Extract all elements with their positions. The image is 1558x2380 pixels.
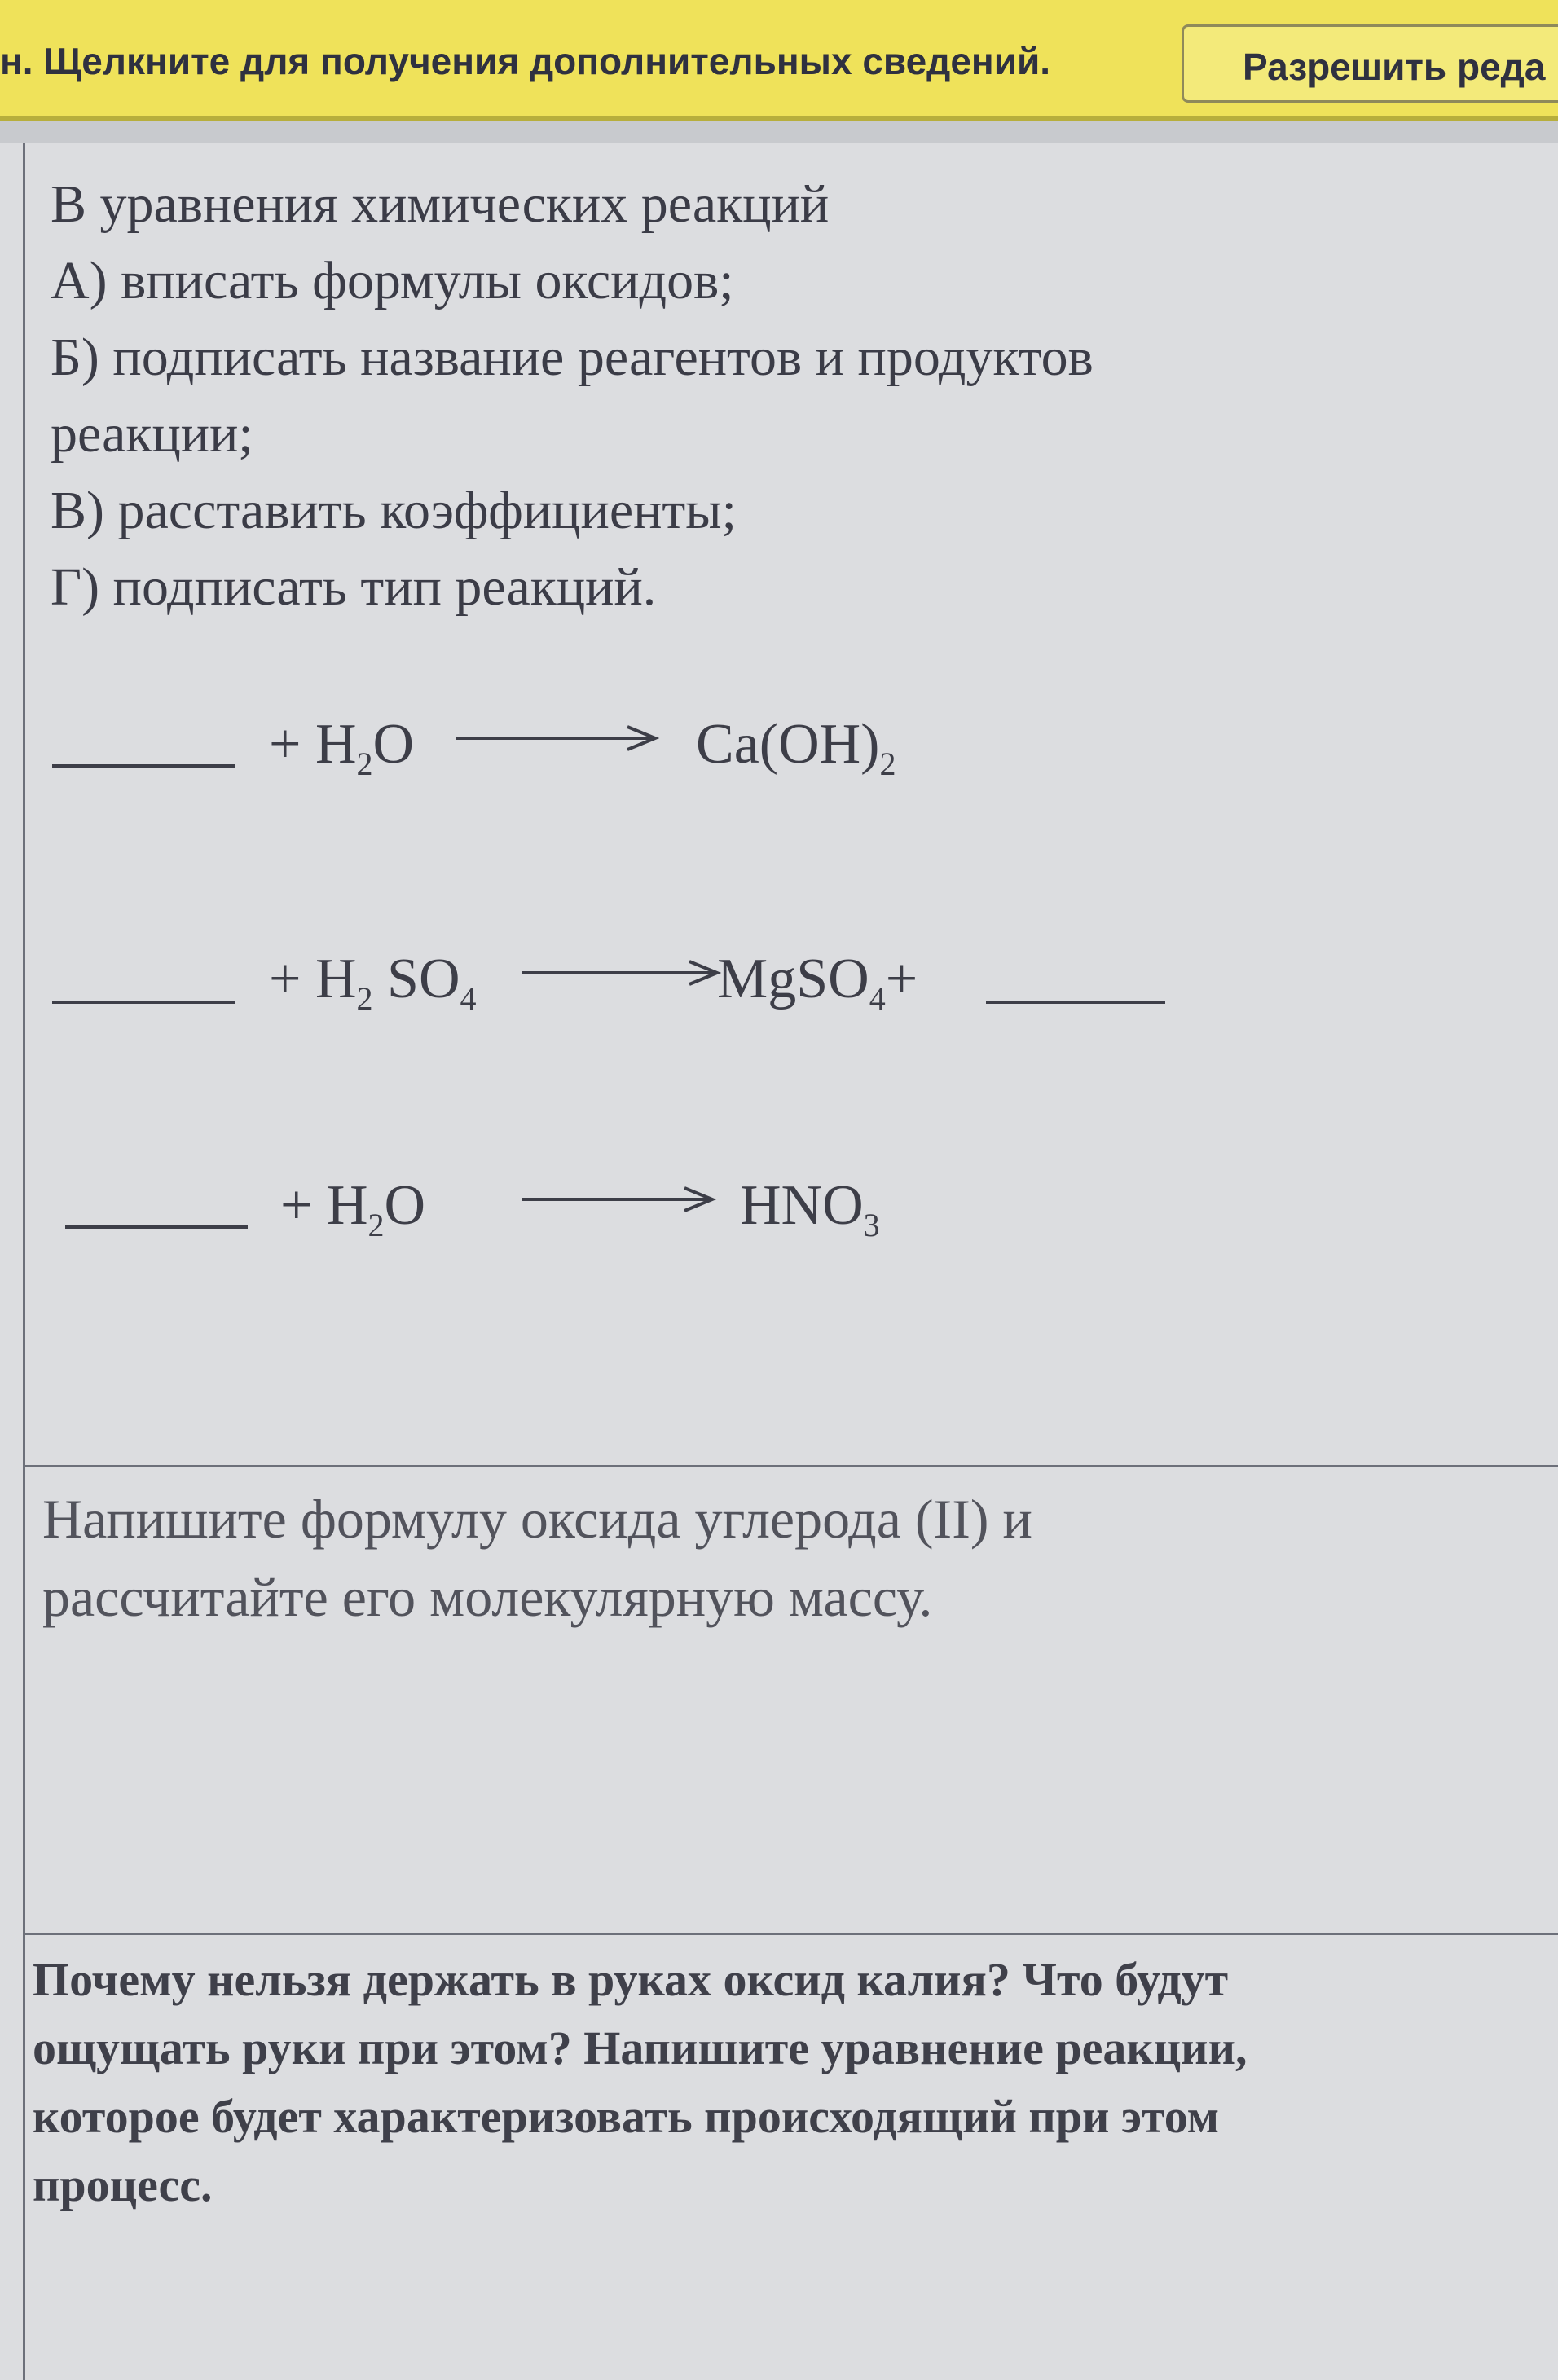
equation-2-product: MgSO$_4$+: [717, 948, 918, 1017]
table-left-border: [23, 143, 25, 2380]
equation-3-product: $HNO_3$: [740, 1174, 880, 1243]
answer-blank: [65, 1225, 248, 1229]
enable-editing-button[interactable]: Разрешить реда: [1182, 24, 1558, 103]
answer-blank: [52, 764, 235, 768]
task1-item-b: Б) подписать название реагентов и продуктов реакции;: [51, 328, 1094, 464]
message-bar: [0, 0, 1558, 121]
task1-item-g: Г) подписать тип реакций.: [51, 557, 657, 617]
task1-heading: В уравнения химических реакций: [51, 174, 830, 234]
answer-blank: [52, 1001, 235, 1004]
reaction-arrow-icon: [522, 957, 725, 989]
table-row-divider: [23, 1933, 1558, 1935]
task1-item-a: А) вписать формулы оксидов;: [51, 251, 734, 310]
equation-1-product: $Ca(OH)_2$: [696, 713, 896, 782]
task3-text: Почему нельзя держать в руках оксид калия? Что будут ощущать руки при этом? Напишите уравнение реакции, которое будет характеризовать происходящий при этом процесс.: [33, 1953, 1248, 2211]
equation-1-reagent: + $H_2O$: [269, 713, 415, 782]
document-page: [0, 143, 1558, 2380]
ruler-strip: [0, 121, 1558, 146]
task1-item-v: В) расставить коэффициенты;: [51, 481, 737, 540]
message-bar-text[interactable]: н. Щелкните для получения дополнительных сведений.: [0, 40, 1051, 82]
reaction-arrow-icon: [522, 1183, 725, 1216]
table-row-divider: [23, 1465, 1558, 1467]
equation-2-reagent: + $H_2$ $SO_4$: [269, 948, 477, 1017]
task2-text: Напишите формулу оксида углерода (II) и рассчитайте его молекулярную массу.: [42, 1488, 1032, 1628]
reaction-arrow-icon: [456, 722, 660, 754]
answer-blank: [986, 1001, 1165, 1004]
equation-3-reagent: + $H_2O$: [280, 1174, 426, 1243]
